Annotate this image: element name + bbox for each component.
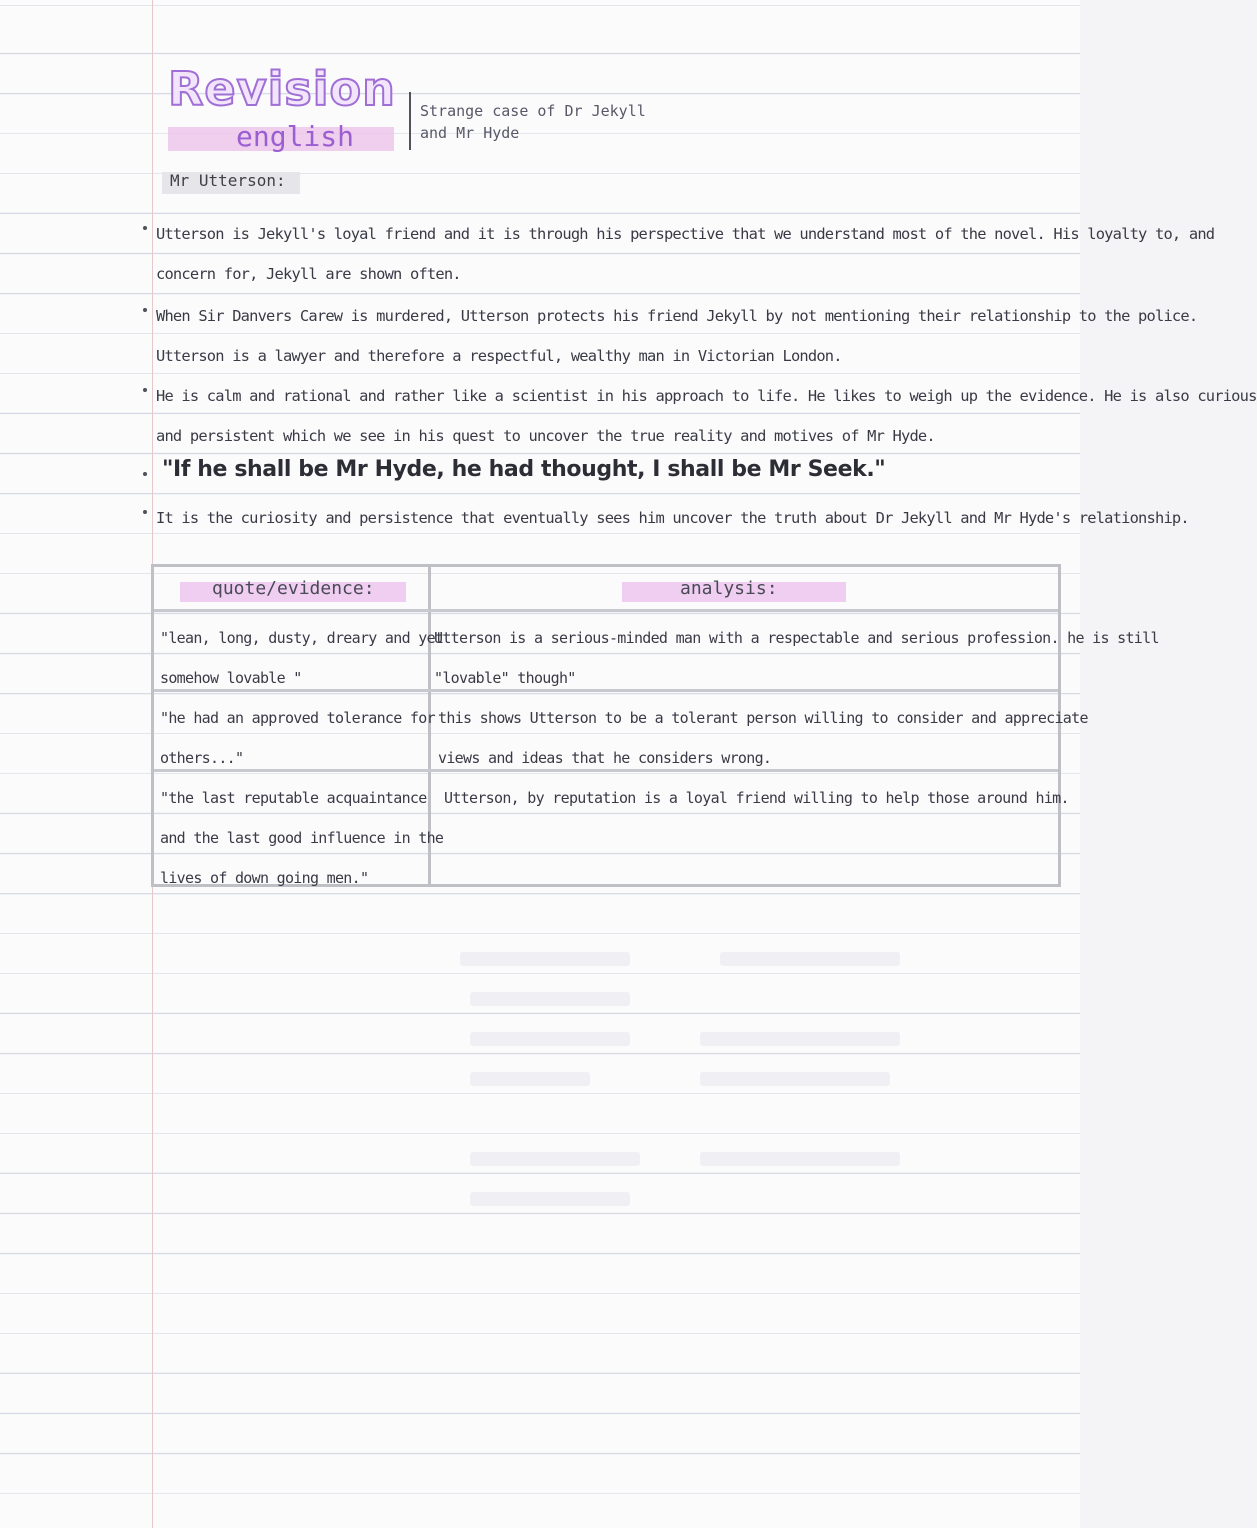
bleed-through-mark	[700, 1072, 890, 1086]
note-line: Utterson is Jekyll's loyal friend and it is through his perspective that we understand most of the novel. His loyalty to, and	[156, 225, 1215, 243]
subject-label: english	[236, 120, 355, 153]
note-paragraph	[156, 296, 1198, 376]
cell-line: "lean, long, dusty, dreary and yet	[160, 629, 444, 647]
bullet-dot	[143, 510, 147, 514]
table-header-quote: quote/evidence:	[212, 578, 375, 599]
cell-line: Utterson is a serious-minded man with a respectable and serious profession. he is still	[434, 629, 1159, 647]
bullet-dot	[143, 388, 147, 392]
section-heading: Mr Utterson:	[170, 171, 286, 190]
key-quote: "If he shall be Mr Hyde, he had thought, I shall be Mr Seek."	[162, 457, 886, 482]
title-divider	[409, 92, 411, 150]
bullet-dot	[143, 472, 147, 476]
closing-paragraph	[156, 498, 1189, 538]
bullet-dot	[143, 308, 147, 312]
bleed-through-mark	[470, 1152, 640, 1166]
note-line: concern for, Jekyll are shown often.	[156, 265, 461, 283]
table-cell-analysis	[444, 778, 1069, 818]
note-line: He is calm and rational and rather like a scientist in his approach to life. He likes to weigh up the evidence. He is also curious	[156, 387, 1257, 405]
table-cell-analysis	[434, 618, 1159, 698]
bleed-through-mark	[460, 952, 630, 966]
cell-line: "lovable" though"	[434, 669, 576, 687]
row-divider	[154, 609, 1058, 612]
cell-line: lives of down going men."	[160, 869, 369, 887]
bleed-through-mark	[700, 1032, 900, 1046]
bleed-through-mark	[470, 992, 630, 1006]
bleed-through-mark	[720, 952, 900, 966]
cell-line: "he had an approved tolerance for	[160, 709, 435, 727]
table-cell-analysis	[438, 698, 1088, 778]
table-header-analysis: analysis:	[680, 578, 778, 599]
table-cell-quote	[160, 778, 443, 898]
bleed-through-mark	[470, 1072, 590, 1086]
note-line: It is the curiosity and persistence that eventually sees him uncover the truth about Dr Jekyll and Mr Hyde's relationship.	[156, 509, 1189, 527]
cell-line: somehow lovable "	[160, 669, 302, 687]
topic-line: Strange case of Dr Jekyll	[420, 102, 646, 120]
page-title: Revision	[168, 62, 396, 116]
bleed-through-mark	[470, 1192, 630, 1206]
table-cell-quote	[160, 618, 443, 698]
cell-line: and the last good influence in the	[160, 829, 444, 847]
topic-line: and Mr Hyde	[420, 124, 520, 142]
note-line: and persistent which we see in his quest to uncover the true reality and motives of Mr Hyde.	[156, 427, 935, 445]
bullet-dot	[143, 226, 147, 230]
bleed-through-mark	[700, 1152, 900, 1166]
cell-line: Utterson, by reputation is a loyal friend willing to help those around him.	[444, 789, 1069, 807]
note-paragraph	[156, 214, 1215, 294]
table-cell-quote	[160, 698, 435, 778]
cell-line: this shows Utterson to be a tolerant person willing to consider and appreciate	[438, 709, 1088, 727]
cell-line: "the last reputable acquaintance	[160, 789, 427, 807]
bleed-through-mark	[470, 1032, 630, 1046]
topic-label	[420, 100, 680, 144]
cell-line: views and ideas that he considers wrong.	[438, 749, 772, 767]
cell-line: others..."	[160, 749, 244, 767]
note-paragraph	[156, 376, 1257, 456]
note-line: When Sir Danvers Carew is murdered, Utterson protects his friend Jekyll by not mentioning their relationship to the police.	[156, 307, 1198, 325]
note-line: Utterson is a lawyer and therefore a respectful, wealthy man in Victorian London.	[156, 347, 842, 365]
